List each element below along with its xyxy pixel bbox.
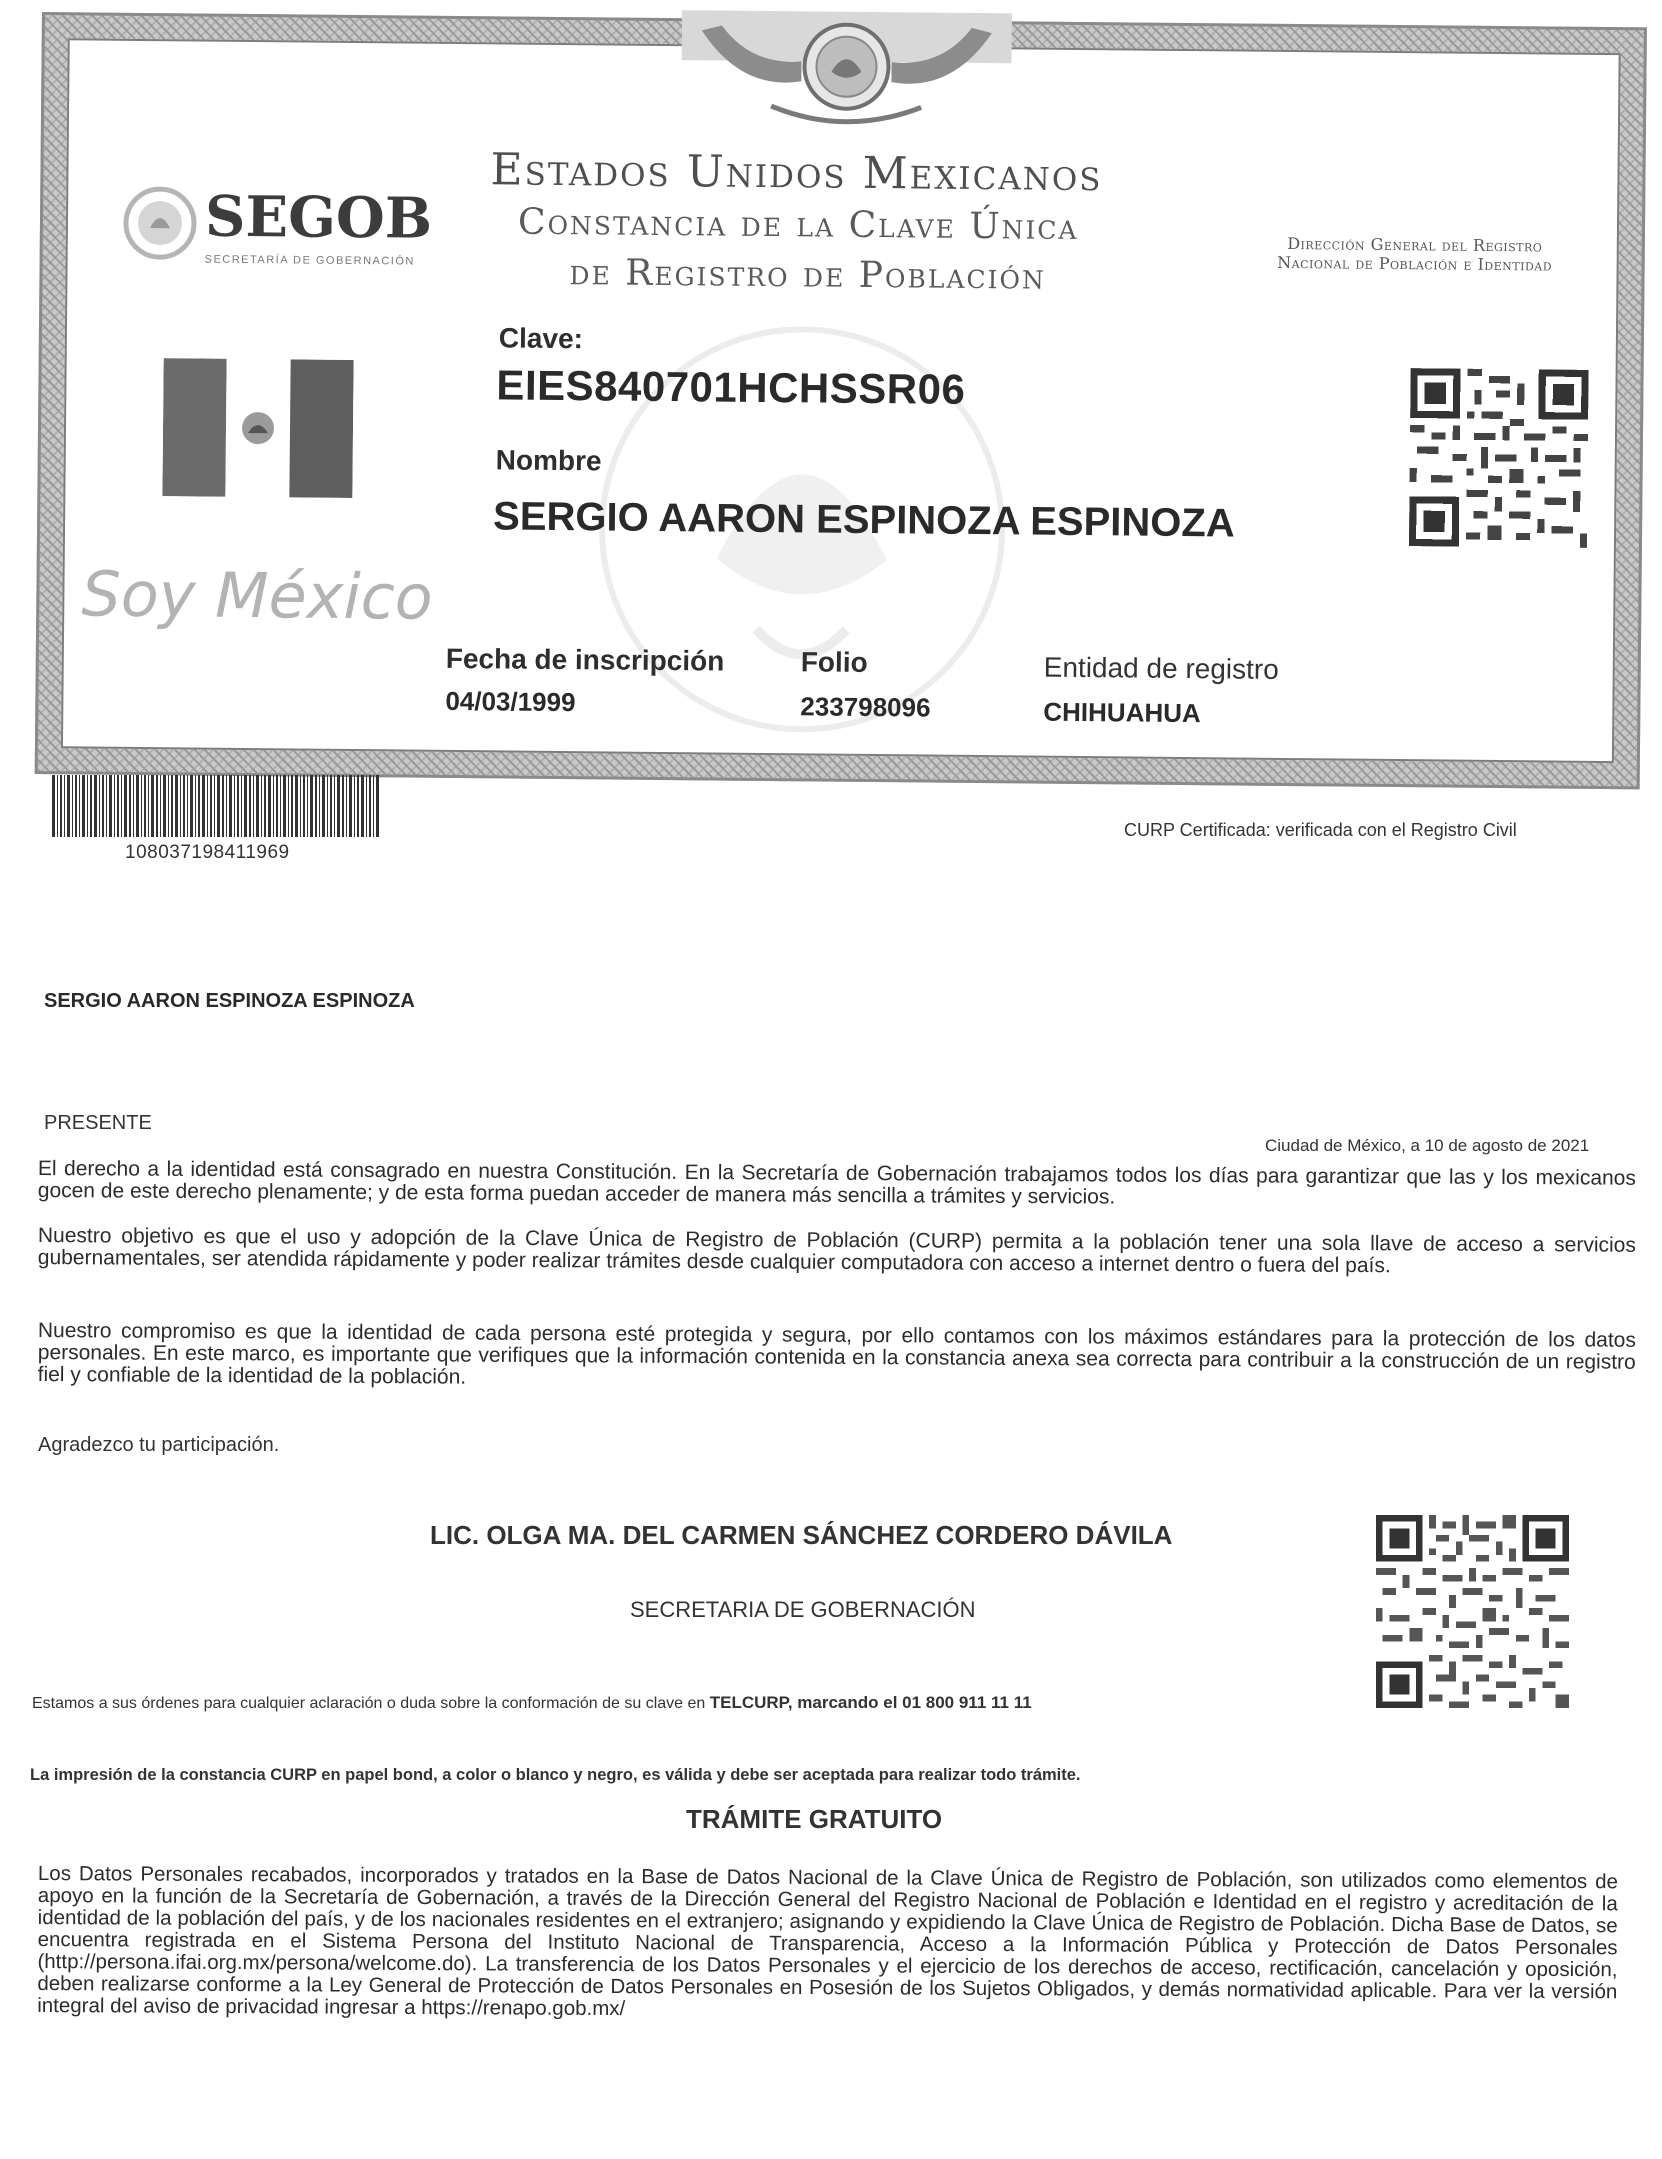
document-title-line2: de Registro de Población [569, 252, 1047, 298]
letter-greeting: PRESENTE [44, 1112, 152, 1134]
letter-place-date: Ciudad de México, a 10 de agosto de 2021 [1265, 1136, 1590, 1155]
contact-text: Estamos a sus órdenes para cualquier aclaración o duda sobre la conformación de su clave en [32, 1695, 710, 1712]
entidad-registro-value: CHIHUAHUA [1043, 696, 1201, 729]
barcode-icon [52, 775, 382, 837]
signature-qr-code-icon [1376, 1515, 1569, 1708]
segob-seal-icon [120, 183, 201, 264]
curp-certification-note: CURP Certificada: verificada con el Registro Civil [1124, 820, 1517, 840]
letter-paragraph-1: El derecho a la identidad está consagrado en nuestra Constitución. En la Secretaría de Gobernación trabajamos todos los días para garantizar que las y los mexicanos gocen de este derecho plenamente; y de esta forma puedan acceder de manera más sencilla a trámites y servicios. [37, 1157, 1636, 1209]
entidad-registro-label: Entidad de registro [1043, 651, 1279, 685]
fecha-inscripcion-label: Fecha de inscripción [445, 642, 725, 677]
privacy-notice: Los Datos Personales recabados, incorporados y tratados en la Base de Datos Nacional de la Clave Única de Registro de Población, son utilizados como elementos de apoyo en la función de la Secretaría de Gobernación, a través de la Dirección General del Registro Nacional de Población e Identidad en el registro y acreditación de la identidad de la población del país, y de los nacionales residentes en el extranjero; asignando y expidiendo la Clave Única de Registro de Población. Dicha Base de Datos, se encuentra registrada en el Sistema Persona del Instituto Nacional de Transparencia, Acceso a la Información Pública y Protección de Datos Personales (http://persona.ifai.org.mx/persona/welcome.do). La transferencia de los Datos Personales y el ejercicio de los derechos de acceso, rectificación, cancelación y oposición, deben realizarse conforme a la Ley General de Protección de Datos Personales en Posesión de los Sujetos Obligados, y demás normatividad aplicable. Para ver la versión integral del aviso de privacidad ingresar a https://renapo.gob.mx/ [37, 1862, 1618, 2021]
letter-paragraph-3: Nuestro compromiso es que la identidad de cada persona esté protegida y segura, por ello contamos con los máximos estándares para la protección de los datos personales. En este marco, es importante que verifiques que la información contenida en la constancia anexa sea correcta para contribuir a la construcción de un registro fiel y confiable de la identidad de la población. [37, 1319, 1636, 1389]
free-procedure-notice: TRÁMITE GRATUITO [686, 1804, 943, 1834]
nombre-label: Nombre [495, 444, 602, 477]
contact-line [32, 1693, 1032, 1713]
telcurp-phone: TELCURP, marcando el 01 800 911 11 11 [709, 1693, 1032, 1712]
national-crest-icon [681, 10, 1012, 133]
letter-addressee: SERGIO AARON ESPINOZA ESPINOZA [44, 990, 415, 1012]
certificate-qr-code-icon [1409, 368, 1589, 548]
curp-value: EIES840701HCHSSR06 [496, 361, 966, 413]
validity-note: La impresión de la constancia CURP en papel bond, a color o blanco y negro, es válida y debe ser aceptada para realizar todo trámite. [30, 1766, 1081, 1784]
signer-title: SECRETARIA DE GOBERNACIÓN [630, 1597, 976, 1622]
fecha-inscripcion-value: 04/03/1999 [445, 685, 576, 718]
issuing-direction: Dirección General del Registro Nacional de Población e Identidad [1277, 233, 1553, 275]
country-title: Estados Unidos Mexicanos [490, 144, 1103, 202]
curp-certificate-card [35, 12, 1647, 789]
mexican-flag-icon [162, 358, 353, 498]
segob-logo-subtitle: SECRETARÍA DE GOBERNACIÓN [204, 253, 415, 268]
signer-name: LIC. OLGA MA. DEL CARMEN SÁNCHEZ CORDERO DÁVILA [430, 1520, 1173, 1550]
document-title-line1: Constancia de la Clave Única [517, 201, 1079, 248]
clave-label: Clave: [498, 322, 584, 355]
barcode-number: 108037198411969 [125, 842, 290, 863]
slogan: Soy México [81, 557, 434, 634]
letter-closing: Agradezco tu participación. [38, 1434, 280, 1456]
folio-value: 233798096 [800, 691, 931, 723]
segob-logo: SEGOB [204, 183, 433, 252]
nombre-value: SERGIO AARON ESPINOZA ESPINOZA [492, 494, 1235, 546]
letter-paragraph-2: Nuestro objetivo es que el uso y adopción de la Clave Única de Registro de Población (CURP) permita a la población tener una sola llave de acceso a servicios gubernamentales, ser atendida rápidamente y poder realizar trámites desde cualquier computadora con acceso a internet dentro o fuera del país. [37, 1224, 1636, 1278]
folio-label: Folio [800, 646, 868, 678]
